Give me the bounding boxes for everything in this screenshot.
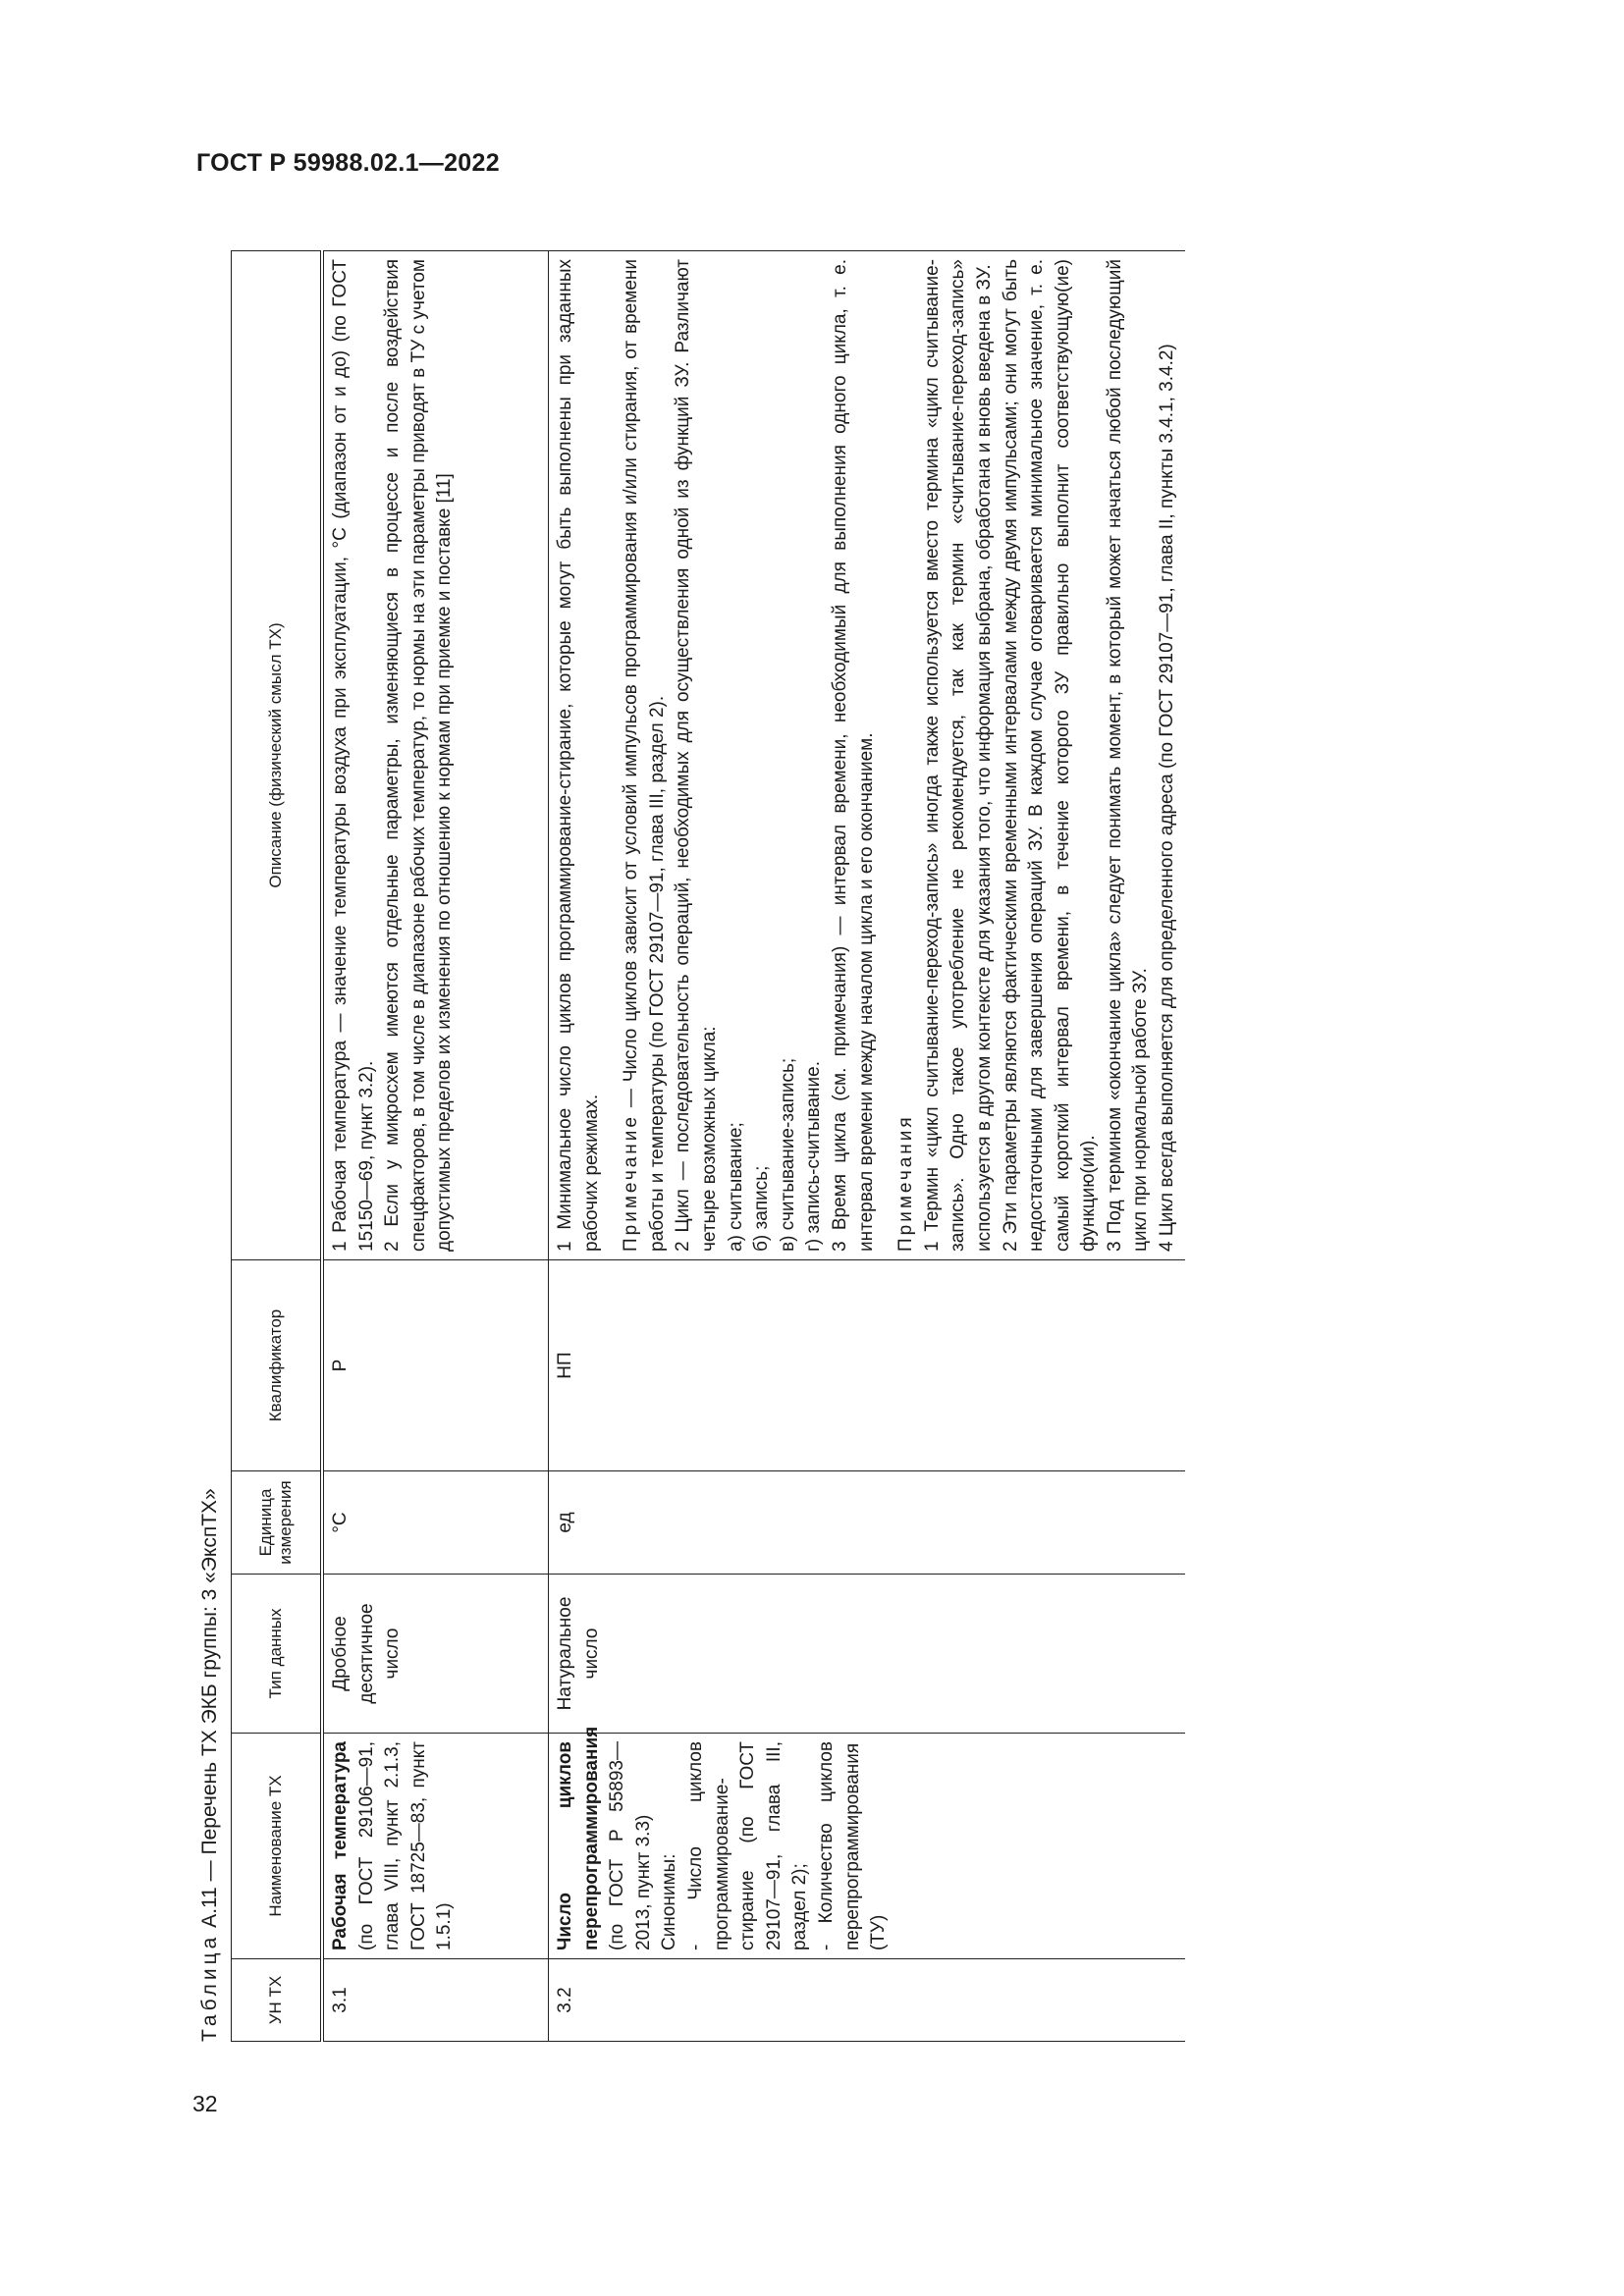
synonym-item: - Число циклов программирование-стирание (по ГОСТ 29107—91, глава III, раздел 2);	[684, 1741, 811, 1950]
note-item: 2 Эти параметры являются фактическими временными интервалами между двумя импульсами; они могут быть недостаточными для завершения операций ЗУ. В каждом случае оговаривается минимальное значение, т. е. самый короткий интервал времени, в течение которого ЗУ правильно выполнит соответствующую(ие) функцию(ии).	[1000, 259, 1100, 1252]
caption-prefix: Таблица	[198, 1933, 221, 2042]
cycle-item: а) считывание;	[725, 1122, 746, 1252]
row-description	[322, 251, 549, 1260]
table-row	[322, 251, 549, 2042]
synonyms-label: Синонимы:	[659, 1853, 680, 1950]
notes-label: Примечания	[895, 1114, 917, 1252]
note-item: 3 Под термином «окончание цикла» следует понимать момент, в который может начаться любой последующий цикл при нормальной работе ЗУ.	[1104, 259, 1152, 1252]
row-id: 3.2	[549, 1959, 1185, 2042]
column-header: Единица измерения	[232, 1471, 323, 1575]
rotated-table-block	[191, 187, 1478, 2042]
row-name	[549, 1726, 1185, 1959]
row-name	[322, 1734, 549, 1959]
row-name-reference: (по ГОСТ Р 55893—2013, пункт 3.3)	[607, 1741, 654, 1950]
note-text: — Число циклов зависит от условий импульсов программирования и/или стирания, от времени работы и температуры (по ГОСТ 29107—91, глава III, раздел 2).	[621, 259, 668, 1252]
row-description	[549, 251, 1185, 1260]
description-paragraph: 3 Время цикла (см. примечания) — интервал времени, необходимый для выполнения одного цикла, т. е. интервал времени между началом цикла и его окончанием.	[829, 259, 877, 1252]
document-code: ГОСТ Р 59988.02.1—2022	[196, 149, 500, 177]
cycle-item: г) запись-считывание.	[803, 1061, 825, 1252]
note-item: 1 Термин «цикл считывание-переход-запись» иногда также используется вместо термина «цикл считывание-запись». Одно такое употребление не рекомендуется, так как термин «считывание-переход-запись» используется в другом контексте для указания того, что информация выбрана, обработана и вновь введена в ЗУ.	[921, 259, 995, 1252]
column-header: Описание (физический смысл ТХ)	[232, 251, 323, 1260]
table-caption	[191, 1488, 229, 2042]
column-header: Наименование ТХ	[232, 1734, 323, 1959]
description-paragraph: 2 Цикл — последовательность операций, необходимых для осуществления одной из функций ЗУ. Различают четыре возможных цикла:	[673, 259, 720, 1252]
row-id: 3.1	[322, 1959, 549, 2042]
description-paragraph: 2 Если у микросхем имеются отдельные параметры, изменяющиеся в процессе и после воздействия спецфакторов, в том числе в диапазоне рабочих температур, то нормы на эти параметры приводят в ТУ с учетом допустимых пределов их изменения по отношению к нормам при приемке и поставке [11]	[382, 259, 456, 1252]
column-header: Квалификатор	[232, 1260, 323, 1471]
row-name-reference: (по ГОСТ 29106—91, глава VIII, пункт 2.1.3, ГОСТ 18725—83, пункт 1.5.1)	[355, 1741, 456, 1950]
note-item: 4 Цикл всегда выполняется для определенного адреса (по ГОСТ 29107—91, глава II, пункты 3.4.1, 3.4.2)	[1157, 344, 1178, 1252]
cycle-item: б) запись;	[751, 1165, 773, 1252]
row-name-title: Число циклов перепрограммирования	[555, 1726, 602, 1950]
table-header-row	[232, 251, 323, 2042]
caption-text: А.11 — Перечень ТХ ЭКБ группы: 3 «ЭкспТХ»	[198, 1488, 221, 1928]
row-data-type: Натуральное число	[549, 1575, 1185, 1734]
description-paragraph: 1 Минимальное число циклов программирование-стирание, которые могут быть выполнены при заданных рабочих режимах.	[555, 259, 602, 1252]
description-note	[619, 259, 671, 1252]
characteristics-table	[231, 250, 1185, 2042]
column-header: Тип данных	[232, 1575, 323, 1734]
cycle-item: в) считывание-запись;	[777, 1057, 798, 1252]
note-label: Примечание	[621, 1114, 642, 1252]
synonym-item: - Количество циклов перепрограммирования (ТУ)	[815, 1741, 890, 1950]
column-header: УН ТХ	[232, 1959, 323, 2042]
row-unit: °С	[322, 1471, 549, 1575]
row-qualifier: НП	[549, 1260, 1185, 1471]
row-unit: ед	[549, 1471, 1185, 1575]
row-data-type: Дробное десятичное число	[322, 1575, 549, 1734]
description-paragraph: 1 Рабочая температура — значение температуры воздуха при эксплуатации, °С (диапазон от и до) (по ГОСТ 15150—69, пункт 3.2).	[330, 259, 377, 1252]
row-qualifier: Р	[322, 1260, 549, 1471]
page-number: 32	[192, 2091, 218, 2116]
row-name-title: Рабочая температура	[330, 1741, 351, 1950]
table-row	[549, 251, 1185, 2042]
